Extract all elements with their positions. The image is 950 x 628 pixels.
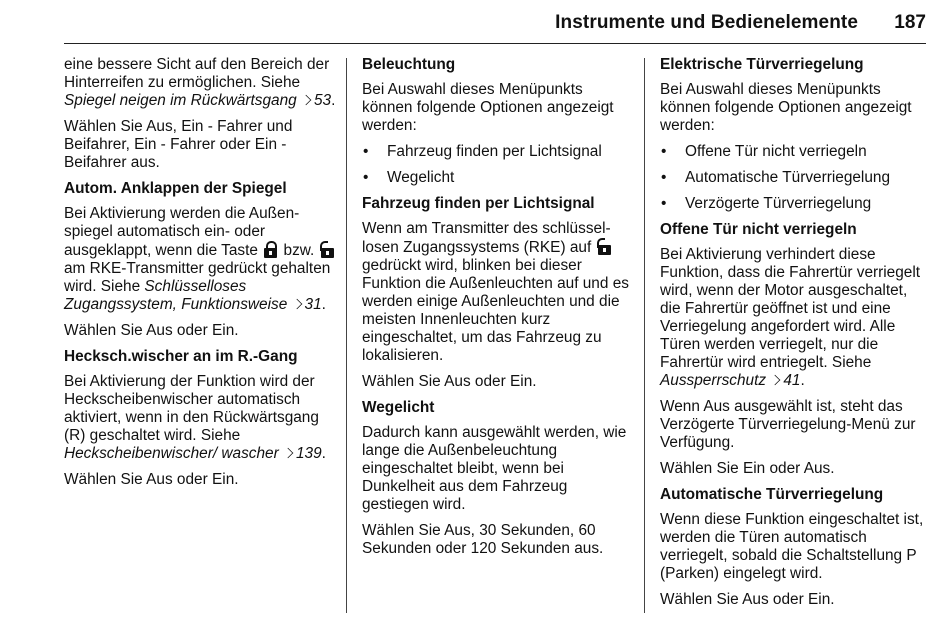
section-heading: Beleuchtung <box>362 56 456 73</box>
paragraph: Wenn diese Funktion eingeschaltet ist, werden die Türen automatisch verriegelt, sobald die Schaltstellung P (Parken) eingelegt wird. <box>660 511 924 582</box>
lock-icon <box>264 241 277 258</box>
header-divider <box>64 43 926 44</box>
page-reference[interactable]: 53. <box>301 92 335 109</box>
paragraph <box>64 373 336 463</box>
page-reference-arrow-icon <box>291 299 302 310</box>
paragraph <box>64 56 336 110</box>
bullet: • <box>363 143 369 160</box>
cross-reference-link[interactable]: Schlüsselloses Zugangssystem, Funktionsweise <box>64 278 288 313</box>
paragraph: Wählen Sie Aus oder Ein. <box>64 322 239 339</box>
page-reference-arrow-icon <box>301 95 312 106</box>
page-reference-number[interactable]: 139 <box>295 445 322 462</box>
paragraph-text: am RKE-Transmitter gedrückt gehalten wird. Siehe <box>64 260 331 295</box>
list-item-label: Verzögerte Türverriegelung <box>685 195 872 212</box>
paragraph: Wählen Sie Aus, Ein - Fahrer und Beifahrer, Ein - Fahrer oder Ein - Beifahrer aus. <box>64 118 293 171</box>
paragraph: Dadurch kann ausgewählt werden, wie lange die Außenbeleuchtung eingeschaltet bleibt, wenn bei Dunkelheit aus dem Fahrzeug gestiegen wird. <box>362 424 627 513</box>
section-heading: Wegelicht <box>362 399 435 416</box>
page-reference-number[interactable]: 31 <box>304 296 322 313</box>
page-reference[interactable]: 41. <box>770 372 804 389</box>
paragraph: Bei Auswahl dieses Menüpunkts können folgende Optionen angezeigt werden: <box>362 81 614 134</box>
paragraph <box>660 246 932 390</box>
column-divider-1 <box>346 58 347 613</box>
paragraph <box>362 220 634 365</box>
list-item-label: Wegelicht <box>387 169 455 186</box>
column-1 <box>64 56 336 497</box>
section-heading: Autom. Anklappen der Spiegel <box>64 180 287 197</box>
paragraph-text: Bei Aktivierung werden die Außenspiegel automatisch ein- oder ausgeklappt, wenn die Taste <box>64 205 300 259</box>
paragraph: Bei Auswahl dieses Menüpunkts können folgende Optionen angezeigt werden: <box>660 81 912 134</box>
list-item <box>362 143 634 161</box>
bullet: • <box>661 195 667 212</box>
page-number: 187 <box>894 12 926 33</box>
column-3 <box>660 56 932 617</box>
list-item <box>660 169 932 187</box>
options-list <box>660 143 932 213</box>
page-reference-arrow-icon <box>770 375 781 386</box>
bullet: • <box>661 169 667 186</box>
page-reference-arrow-icon <box>283 448 294 459</box>
section-heading: Elektrische Türverriegelung <box>660 56 864 73</box>
paragraph: Wählen Sie Aus oder Ein. <box>362 373 537 390</box>
list-item <box>660 143 932 161</box>
paragraph-text: gedrückt wird, blinken bei dieser Funktion die Außenleuchten auf und es werden einige Außenleuchten und die meisten Innenleuchten kurz eingeschaltet, um das Fahrzeug zu lokalisieren. <box>362 257 629 364</box>
paragraph-text: Bei Aktivierung verhindert diese Funktion, dass die Fahrertür verriegelt wird, wenn der Motor ausgeschaltet, die Fahrertür geöffnet ist und eine Verriegelung angefordert wird. Alle Türen werden verriegelt, nur die Fahrertür wird entriegelt. Siehe <box>660 246 921 371</box>
section-title: Instrumente und Bedienelemente <box>555 12 858 33</box>
page-reference[interactable]: 31. <box>292 296 326 313</box>
section-heading: Automatische Türverriegelung <box>660 486 884 503</box>
page-reference-number[interactable]: 41 <box>783 372 801 389</box>
paragraph: Wählen Sie Ein oder Aus. <box>660 460 835 477</box>
paragraph: Wenn Aus ausgewählt ist, steht das Verzögerte Türverriegelung-Menü zur Verfügung. <box>660 398 916 451</box>
paragraph: Wählen Sie Aus oder Ein. <box>660 591 835 608</box>
paragraph: Wählen Sie Aus oder Ein. <box>64 471 239 488</box>
paragraph <box>64 205 336 314</box>
section-heading: Offene Tür nicht verriegeln <box>660 221 857 238</box>
cross-reference-link[interactable]: Aussperrschutz <box>660 372 767 389</box>
paragraph-text: Wenn am Transmitter des schlüssellosen Zugangssystems (RKE) auf <box>362 220 611 256</box>
column-divider-2 <box>644 58 645 613</box>
section-heading: Fahrzeug finden per Lichtsignal <box>362 195 595 212</box>
paragraph: Wählen Sie Aus, 30 Sekunden, 60 Sekunden oder 120 Sekunden aus. <box>362 522 604 557</box>
bullet: • <box>661 143 667 160</box>
page-reference-number[interactable]: 53 <box>313 92 332 109</box>
page-reference[interactable]: 139. <box>283 445 326 462</box>
list-item <box>660 195 932 213</box>
list-item-label: Fahrzeug finden per Lichtsignal <box>387 143 602 160</box>
bullet: • <box>363 169 369 186</box>
paragraph-text: bzw. <box>283 242 315 259</box>
cross-reference-link[interactable]: Heckscheibenwischer/ wascher <box>64 445 279 462</box>
options-list <box>362 143 634 187</box>
paragraph-text: eine bessere Sicht auf den Bereich der Hinterreifen zu ermöglichen. Siehe <box>64 56 330 91</box>
cross-reference-link[interactable]: Spiegel neigen im Rückwärtsgang <box>64 92 297 109</box>
unlock-icon <box>321 241 334 258</box>
list-item-label: Offene Tür nicht verriegeln <box>685 143 867 160</box>
column-2 <box>362 56 634 566</box>
list-item-label: Automatische Türverriegelung <box>685 169 891 186</box>
section-heading: Hecksch.wischer an im R.-Gang <box>64 348 298 365</box>
paragraph-text: Bei Aktivierung der Funktion wird der Heckscheibenwischer automatisch aktiviert, wenn in den Rückwärtsgang (R) geschaltet wird. Siehe <box>64 373 319 444</box>
unlock-icon <box>598 238 611 255</box>
list-item <box>362 169 634 187</box>
